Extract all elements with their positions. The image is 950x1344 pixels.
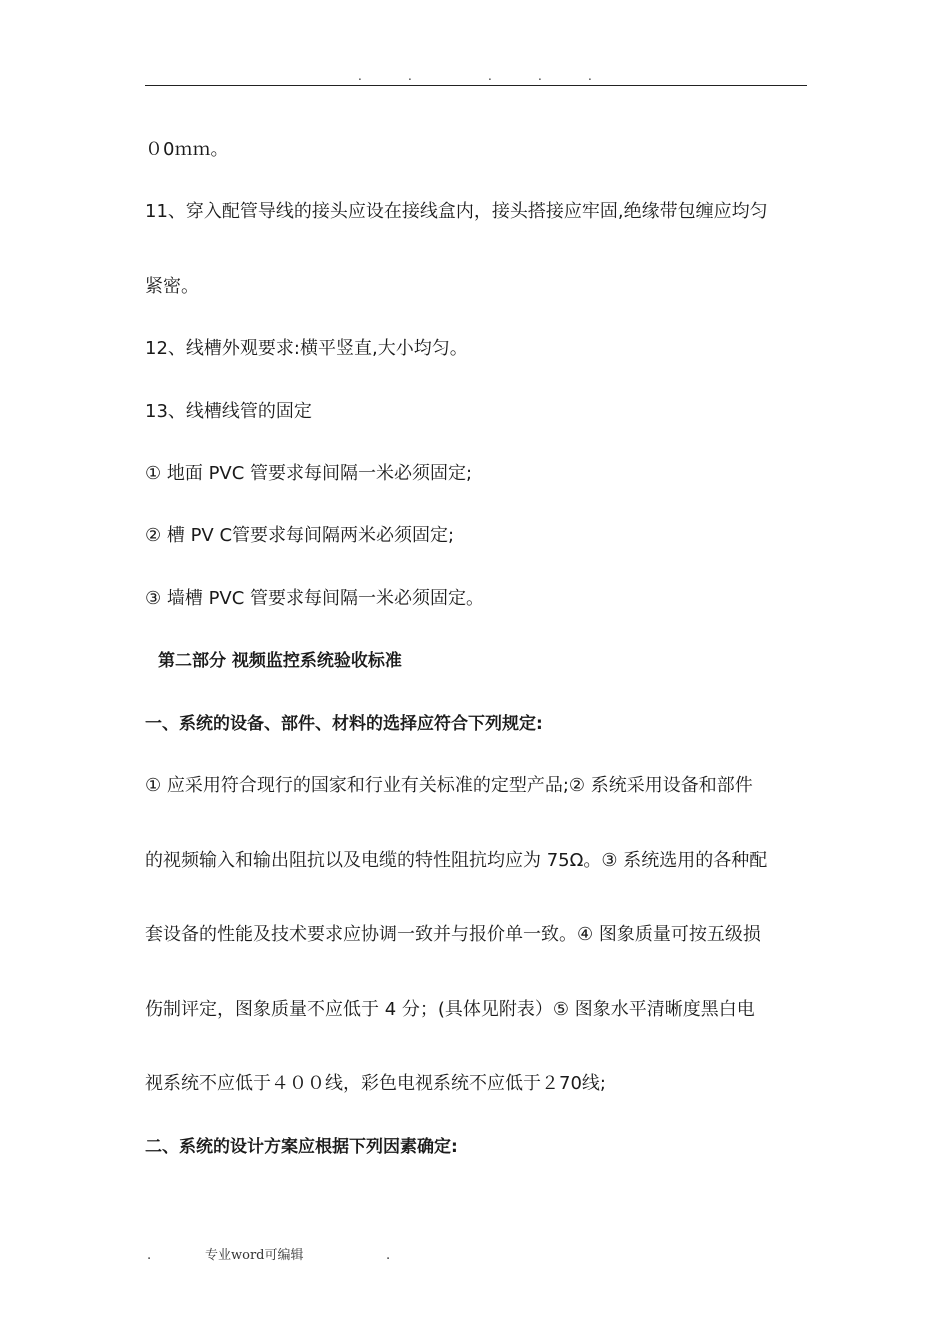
header-dot: . <box>408 69 412 83</box>
text-line: 套设备的性能及技术要求应协调一致并与报价单一致。④ 图象质量可按五级损 <box>145 924 761 945</box>
subsection-heading: 二、系统的设计方案应根据下列因素确定: <box>145 1137 458 1157</box>
list-item: ③ 墙槽 PVC 管要求每间隔一米必须固定。 <box>145 588 485 609</box>
text-line: ０0ｍｍ。 <box>145 139 229 160</box>
subsection-heading: 一、系统的设备、部件、材料的选择应符合下列规定: <box>145 714 543 734</box>
text-line: 视系统不应低于４００线，彩色电视系统不应低于２70线; <box>145 1073 606 1094</box>
header-dot: . <box>488 69 492 83</box>
footer-dot: . <box>147 1248 152 1263</box>
list-item: ① 地面 PVC 管要求每间隔一米必须固定; <box>145 463 473 484</box>
header-dot: . <box>588 69 592 83</box>
list-item: ② 槽 PV C管要求每间隔两米必须固定; <box>145 525 455 546</box>
text-line: 11、穿入配管导线的接头应设在接线盒内，接头搭接应牢固,绝缘带包缠应均匀 <box>145 201 768 222</box>
page-header-dots <box>0 70 950 84</box>
text-line: 13、线槽线管的固定 <box>145 401 312 422</box>
text-line: 的视频输入和输出阻抗以及电缆的特性阻抗均应为 75Ω。③ 系统选用的各种配 <box>145 850 768 871</box>
section-heading: 第二部分 视频监控系统验收标准 <box>158 651 402 671</box>
text-line: 紧密。 <box>145 276 199 297</box>
footer-label: 专业word可编辑 <box>205 1248 304 1263</box>
text-line: 12、线槽外观要求:横平竖直,大小均匀。 <box>145 338 468 359</box>
text-line: ① 应采用符合现行的国家和行业有关标准的定型产品;② 系统采用设备和部件 <box>145 775 753 796</box>
header-dot: . <box>538 69 542 83</box>
header-dot: . <box>358 69 362 83</box>
text-line: 伤制评定，图象质量不应低于 4 分；(具体见附表）⑤ 图象水平清晰度黑白电 <box>145 999 755 1020</box>
header-rule <box>145 85 807 86</box>
footer-dot: . <box>386 1248 391 1263</box>
page-footer <box>0 1247 950 1267</box>
